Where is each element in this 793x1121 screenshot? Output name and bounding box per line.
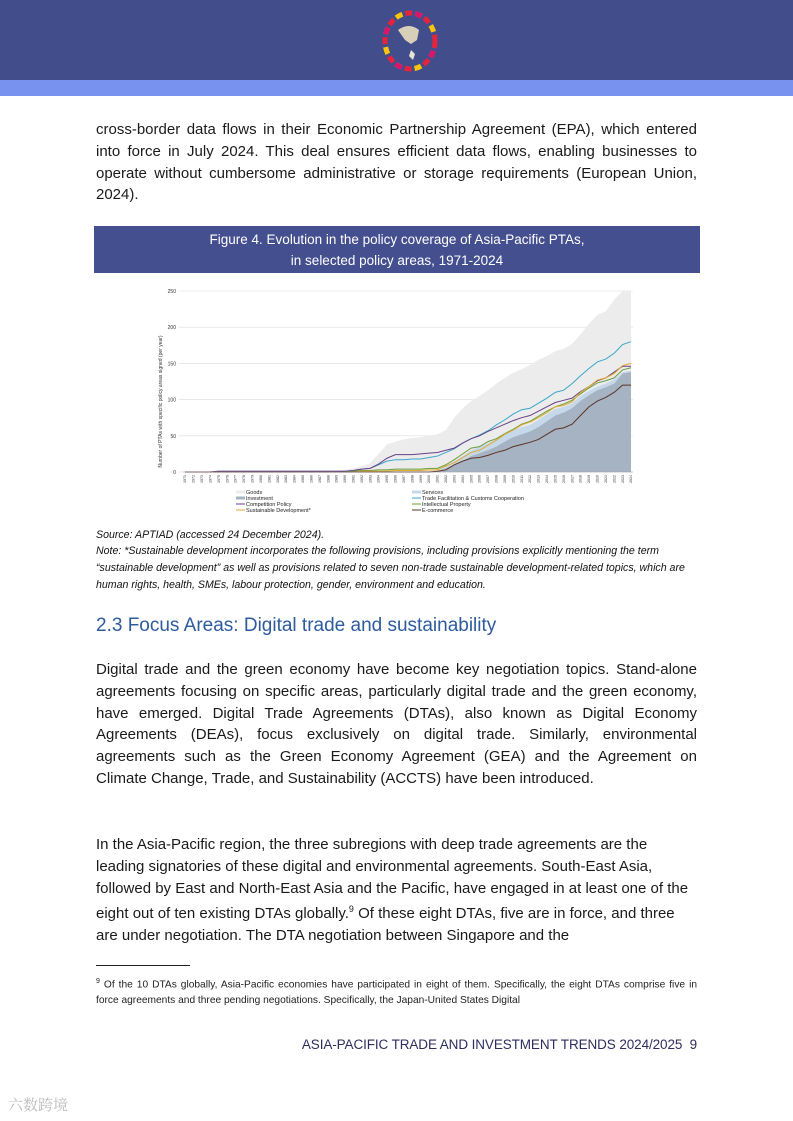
x-tick-label: 1997 <box>401 475 406 483</box>
legend-swatch <box>236 491 245 494</box>
x-tick-label: 2017 <box>570 475 575 483</box>
footer-title: ASIA-PACIFIC TRADE AND INVESTMENT TRENDS 2024/2025 <box>301 1037 683 1052</box>
intro-paragraph: cross-border data flows in their Economic Partnership Agreement (EPA), which entered into force in July 2024. This deal ensures efficient data flows, enabling businesses to operate without cumbersome administrative or storage requirements (European Union, 2024). <box>96 121 697 204</box>
x-tick-label: 1983 <box>284 475 289 483</box>
x-tick-label: 2011 <box>519 475 524 483</box>
x-tick-label: 2007 <box>486 475 491 483</box>
x-tick-label: 1978 <box>242 475 247 483</box>
x-tick-label: 2023 <box>620 475 625 483</box>
x-tick-label: 2024 <box>629 475 634 483</box>
y-tick-label: 200 <box>167 325 176 332</box>
section-heading: 2.3 Focus Areas: Digital trade and sustainability <box>96 615 497 636</box>
x-tick-label: 1996 <box>393 475 398 483</box>
footnote-divider <box>96 965 190 966</box>
y-tick-label: 250 <box>167 289 176 295</box>
legend-label: Services <box>422 489 444 496</box>
legend-label: Goods <box>246 489 263 496</box>
page-header-accent-band <box>0 80 793 96</box>
x-tick-label: 1986 <box>309 475 314 483</box>
x-tick-label: 2015 <box>553 475 558 483</box>
x-tick-label: 1994 <box>376 475 381 483</box>
x-tick-label: 2005 <box>469 475 474 483</box>
asia-pacific-globe-logo-icon <box>381 10 439 72</box>
x-tick-label: 2009 <box>502 475 507 483</box>
legend-label: Competition Policy <box>246 501 292 508</box>
x-tick-label: 1995 <box>385 475 390 483</box>
figure-caption <box>94 226 700 273</box>
figure-source: Source: APTIAD (accessed 24 December 2024). <box>96 529 325 541</box>
x-tick-label: 1998 <box>410 475 415 483</box>
x-tick-label: 2022 <box>612 475 617 483</box>
x-tick-label: 2004 <box>460 475 465 483</box>
x-tick-label: 2021 <box>603 475 608 483</box>
legend-swatch <box>412 491 421 494</box>
footnote <box>96 974 697 1009</box>
y-tick-label: 50 <box>170 433 176 440</box>
x-tick-label: 1990 <box>343 475 348 483</box>
page-number: 9 <box>689 1037 697 1052</box>
paragraph-asia-pacific <box>96 834 697 947</box>
y-tick-label: 150 <box>167 361 176 368</box>
footnote-text: Of the 10 DTAs globally, Asia-Pacific economies have participated in eight of them. Specifically, the eight DTAs comprise five in force agreements and three pending negotiations. Specifically, the Japan-United States Digital <box>96 979 697 1007</box>
x-tick-label: 1980 <box>258 475 263 483</box>
y-tick-label: 0 <box>173 470 176 476</box>
x-tick-label: 2013 <box>536 475 541 483</box>
paragraph-text-a: In the Asia-Pacific region, the three subregions with deep trade agreements are the leading signatories of these digital and environmental agreements. South-East Asia, followed by East and North-East Asia and the Pacific, have engaged in at least one of the eight out of ten existing DTAs globally. <box>96 836 689 923</box>
x-tick-label: 1975 <box>216 475 221 483</box>
x-tick-label: 2016 <box>561 475 566 483</box>
x-tick-label: 2008 <box>494 475 499 483</box>
x-tick-label: 2000 <box>427 475 432 483</box>
x-tick-label: 1992 <box>359 475 364 483</box>
x-tick-label: 1989 <box>334 475 339 483</box>
x-tick-label: 1988 <box>326 475 331 483</box>
footnote-number: 9 <box>96 978 100 985</box>
figure-caption-line2: in selected policy areas, 1971-2024 <box>290 253 504 268</box>
paragraph-digital-trade: Digital trade and the green economy have become key negotiation topics. Stand-alone agreements focusing on specific areas, particularly digital trade and the green economy, have emerged. Digital Trade Agreements (DTAs), also known as Digital Economy Agreements (DEAs), focus exclusively on digital trade. Similarly, environmental agreements such as the Green Economy Agreement (GEA) and the Agreement on Climate Change, Trade, and Sustainability (ACCTS) have been introduced. <box>96 661 697 787</box>
x-tick-label: 1971 <box>183 475 188 483</box>
legend-label: Sustainable Development* <box>246 507 311 514</box>
x-tick-label: 2003 <box>452 475 457 483</box>
x-tick-label: 2006 <box>477 475 482 483</box>
x-tick-label: 2010 <box>511 475 516 483</box>
x-tick-label: 2001 <box>435 475 440 483</box>
x-tick-label: 1977 <box>233 475 238 483</box>
x-tick-label: 1991 <box>351 475 356 483</box>
x-tick-label: 1985 <box>301 475 306 483</box>
x-tick-label: 1987 <box>317 475 322 483</box>
legend-item <box>412 508 453 514</box>
watermark: 六数跨境 <box>8 1097 69 1114</box>
x-tick-label: 1999 <box>418 475 423 483</box>
x-tick-label: 2020 <box>595 475 600 483</box>
x-tick-label: 1981 <box>267 475 272 483</box>
footnote-ref[interactable]: 9 <box>348 904 354 915</box>
figure-caption-line1: Figure 4. Evolution in the policy coverage of Asia-Pacific PTAs, <box>209 232 585 247</box>
page-footer <box>302 1037 697 1052</box>
legend-label: Trade Facilitation & Customs Cooperation <box>422 495 524 502</box>
x-tick-label: 1982 <box>275 475 280 483</box>
x-tick-label: 2018 <box>578 475 583 483</box>
legend-label: Intellectual Property <box>422 501 471 508</box>
y-tick-label: 100 <box>167 397 176 404</box>
policy-coverage-chart <box>152 283 642 523</box>
x-tick-label: 1993 <box>368 475 373 483</box>
paragraph-text-b: Of these eight DTAs, five are in force, and three are under negotiation. The DTA negotiation between Singapore and the <box>96 905 675 945</box>
x-tick-label: 1972 <box>191 475 196 483</box>
x-tick-label: 2012 <box>528 475 533 483</box>
figure-note: Note: *Sustainable development incorporates the following provisions, including provisions explicitly mentioning the term “sustainable development” as well as provisions related to seven non-trade sustainable development-related topics, which are human rights, health, SMEs, labour protection, gender, environment and education. <box>96 545 685 591</box>
x-tick-label: 2014 <box>545 475 550 483</box>
legend-swatch <box>236 497 245 500</box>
x-tick-label: 1979 <box>250 475 255 483</box>
x-tick-label: 1973 <box>200 475 205 483</box>
legend-label: E-commerce <box>422 507 454 514</box>
x-tick-label: 2002 <box>444 475 449 483</box>
y-axis-label: Number of PTAs with specific policy areas signed (per year) <box>158 335 164 468</box>
legend-label: Investment <box>246 495 273 502</box>
x-tick-label: 1984 <box>292 475 297 483</box>
legend-item <box>236 508 312 514</box>
x-tick-label: 2019 <box>587 475 592 483</box>
x-tick-label: 1974 <box>208 475 213 483</box>
x-tick-label: 1976 <box>225 475 230 483</box>
